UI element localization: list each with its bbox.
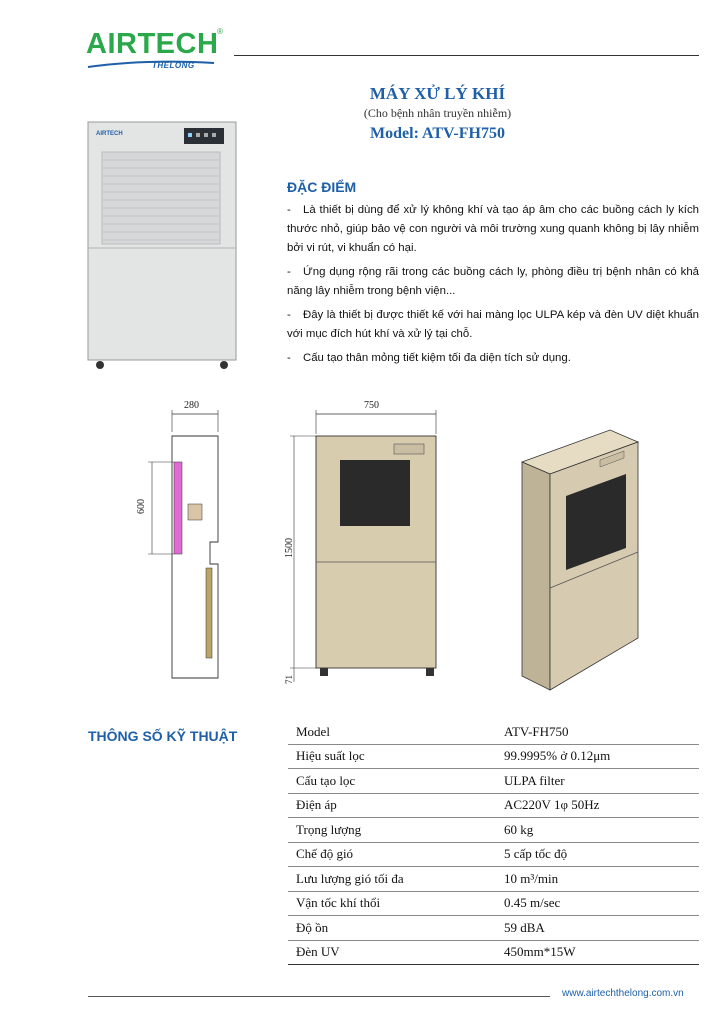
features-heading: ĐẶC ĐIỂM xyxy=(287,179,357,195)
spec-value: 59 dBA xyxy=(496,916,699,941)
table-row xyxy=(288,793,699,818)
feature-item xyxy=(287,306,699,344)
brand-logo: AIRTECH xyxy=(86,28,219,60)
feature-item xyxy=(287,263,699,301)
spec-value: ATV-FH750 xyxy=(496,720,699,744)
header-rule xyxy=(234,55,699,56)
specs-table xyxy=(288,720,699,965)
table-row xyxy=(288,769,699,794)
table-row xyxy=(288,940,699,965)
front-view-drawing xyxy=(284,400,436,684)
page-subtitle: (Cho bệnh nhân truyền nhiễm) xyxy=(363,106,512,120)
feature-text: Là thiết bị dùng để xử lý không khí và tạo áp âm cho các buồng cách ly kích thước nhỏ, giúp bảo vệ con người và môi trường xung quanh không bị lây nhiễm bởi vi rút, vi khuẩn có hại. xyxy=(287,204,699,254)
spec-key: Điện áp xyxy=(288,793,496,818)
feature-dash: - xyxy=(287,266,291,278)
page-title: MÁY XỬ LÝ KHÍ xyxy=(369,84,506,103)
spec-value: 450mm*15W xyxy=(496,940,699,965)
front-height-label: 1500 xyxy=(284,538,295,558)
feature-dash: - xyxy=(287,204,291,216)
table-row xyxy=(288,916,699,941)
table-row xyxy=(288,744,699,769)
feature-text: Ứng dụng rộng rãi trong các buồng cách ly, phòng điều trị bệnh nhân có khả năng lây nhiễm trong bệnh viện... xyxy=(287,266,699,297)
model-line: Model: ATV-FH750 xyxy=(370,125,505,142)
feature-item xyxy=(287,201,699,258)
brand-sub: THELONG xyxy=(152,61,195,70)
spec-key: Cấu tạo lọc xyxy=(288,769,496,794)
table-row xyxy=(288,842,699,867)
side-view-drawing xyxy=(136,400,218,678)
isometric-view-drawing xyxy=(522,430,638,690)
feature-text: Đây là thiết bị được thiết kế với hai màng lọc ULPA kép và đèn UV diệt khuẩn với mục đích hút khí và xử lý tại chỗ. xyxy=(287,309,699,340)
spec-value: 10 m³/min xyxy=(496,867,699,892)
specs-heading: THÔNG SỐ KỸ THUẬT xyxy=(88,728,238,744)
feature-text: Cấu tạo thân mỏng tiết kiệm tối đa diện tích sử dụng. xyxy=(303,352,571,364)
table-row xyxy=(288,891,699,916)
table-row xyxy=(288,818,699,843)
feature-dash: - xyxy=(287,309,291,321)
spec-value: AC220V 1φ 50Hz xyxy=(496,793,699,818)
side-height-label: 600 xyxy=(136,499,147,514)
table-row xyxy=(288,720,699,744)
spec-key: Trọng lượng xyxy=(288,818,496,843)
technical-drawings xyxy=(130,392,660,692)
side-width-label: 280 xyxy=(184,400,199,411)
feature-item xyxy=(287,349,699,368)
spec-value: 5 cấp tốc độ xyxy=(496,842,699,867)
website-link[interactable]: www.airtechthelong.com.vn xyxy=(562,988,684,999)
photo-label: AIRTECH xyxy=(96,131,123,137)
spec-value: 99.9995% ở 0.12μm xyxy=(496,744,699,769)
spec-key: Model xyxy=(288,720,496,744)
logo-swoosh-icon xyxy=(86,57,216,71)
spec-value: ULPA filter xyxy=(496,769,699,794)
spec-key: Hiệu suất lọc xyxy=(288,744,496,769)
spec-value: 60 kg xyxy=(496,818,699,843)
spec-key: Đèn UV xyxy=(288,940,496,965)
spec-key: Độ ồn xyxy=(288,916,496,941)
spec-key: Chế độ gió xyxy=(288,842,496,867)
spec-key: Lưu lượng gió tối đa xyxy=(288,867,496,892)
front-width-label: 750 xyxy=(364,400,379,411)
foot-height-label: 71 xyxy=(284,675,294,684)
features-list xyxy=(287,201,699,373)
footer-rule xyxy=(88,996,550,997)
registered-mark: ® xyxy=(217,27,223,36)
spec-value: 0.45 m/sec xyxy=(496,891,699,916)
spec-key: Vận tốc khí thổi xyxy=(288,891,496,916)
feature-dash: - xyxy=(287,352,291,364)
product-photo xyxy=(84,120,240,372)
table-row xyxy=(288,867,699,892)
